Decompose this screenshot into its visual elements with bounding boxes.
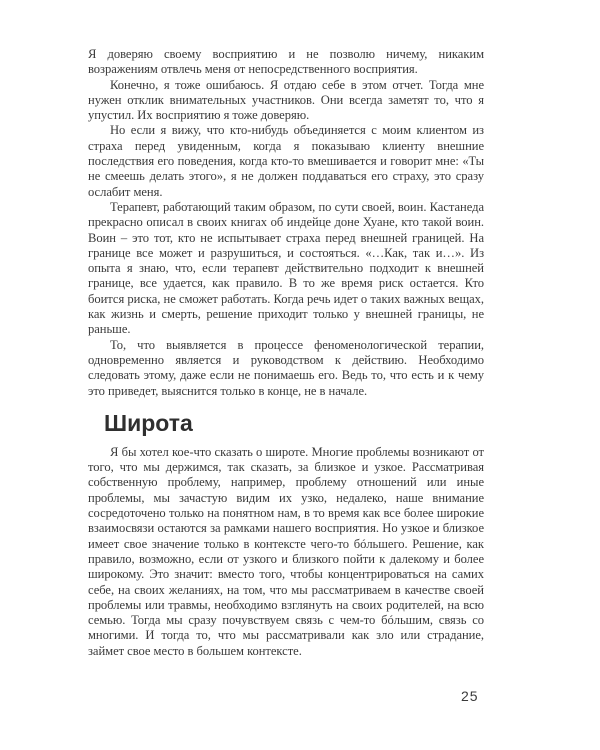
paragraph-phenomenological: То, что выявляется в процессе феноменологической терапии, одновременно является и руководством к действию. Необходимо следовать этому, даже если не понимаешь его. Ведь то, что есть и к чему это приведет, выяснится только в конце, не в начале. <box>88 337 484 398</box>
paragraph-fear: Но если я вижу, что кто-нибудь объединяется с моим клиентом из страха перед увиденным, когда я показываю клиенту внешние последствия его поведения, когда кто-то вмешивается и говорит мне: «Ты не смеешь делать этого», я не должен поддаваться его страху, это сразу ослабит меня. <box>88 123 484 199</box>
paragraph-mistakes: Конечно, я тоже ошибаюсь. Я отдаю себе в этом отчет. Тогда мне нужен отклик внимательных участников. Они всегда заметят то, что я упустил. Их восприятию я тоже доверяю. <box>88 77 484 123</box>
section-heading: Широта <box>104 409 193 436</box>
body-text <box>88 47 484 659</box>
paragraph-warrior: Терапевт, работающий таким образом, по сути своей, воин. Кастанеда прекрасно описал в своих книгах об индейце доне Хуане, кто такой воин. Воин – это тот, кто не испытывает страха перед внешней границей. На границе все может и разрушиться, и состояться. «…Как, так и…». Из опыта я знаю, что, если терапевт действительно подходит к внешней границе, все удается, как правило. В то же время риск остается. Кто боится риска, не сможет работать. Когда речь идет о таких важных вещах, как жизнь и смерть, решение приходит только у внешней границы, не раньше. <box>88 199 484 337</box>
paragraph-perception: Я доверяю своему восприятию и не позволю ничему, никаким возражениям отвлечь меня от непосредственного восприятия. <box>88 47 484 77</box>
paragraph-breadth: Я бы хотел кое-что сказать о широте. Многие проблемы возникают от того, что мы держимся, так сказать, за близкое и узкое. Рассматривая собственную проблему, например, проблему отношений или иные проблемы, мы зачастую видим их узко, недалеко, наше внимание сосредоточено только на понятном нам, в то время как все более широкие взаимосвязи остаются за рамками нашего восприятия. Но узкое и близкое имеет свое значение только в контексте чего-то бóльшего. Решение, как правило, возможно, если от узкого и близкого пойти к далекому и более широкому. Это значит: вместо того, чтобы концентрироваться на самих себе, на своих желаниях, на том, что мы рассматриваем в качестве своей проблемы или травмы, необходимо взглянуть на своих родителей, на всю семью. Тогда мы сразу почувствуем связь с чем-то бóльшим, связь со многими. И тогда то, что мы рассматривали как зло или страдание, займет свое место в большем контексте. <box>88 444 484 658</box>
page-number: 25 <box>461 688 479 704</box>
